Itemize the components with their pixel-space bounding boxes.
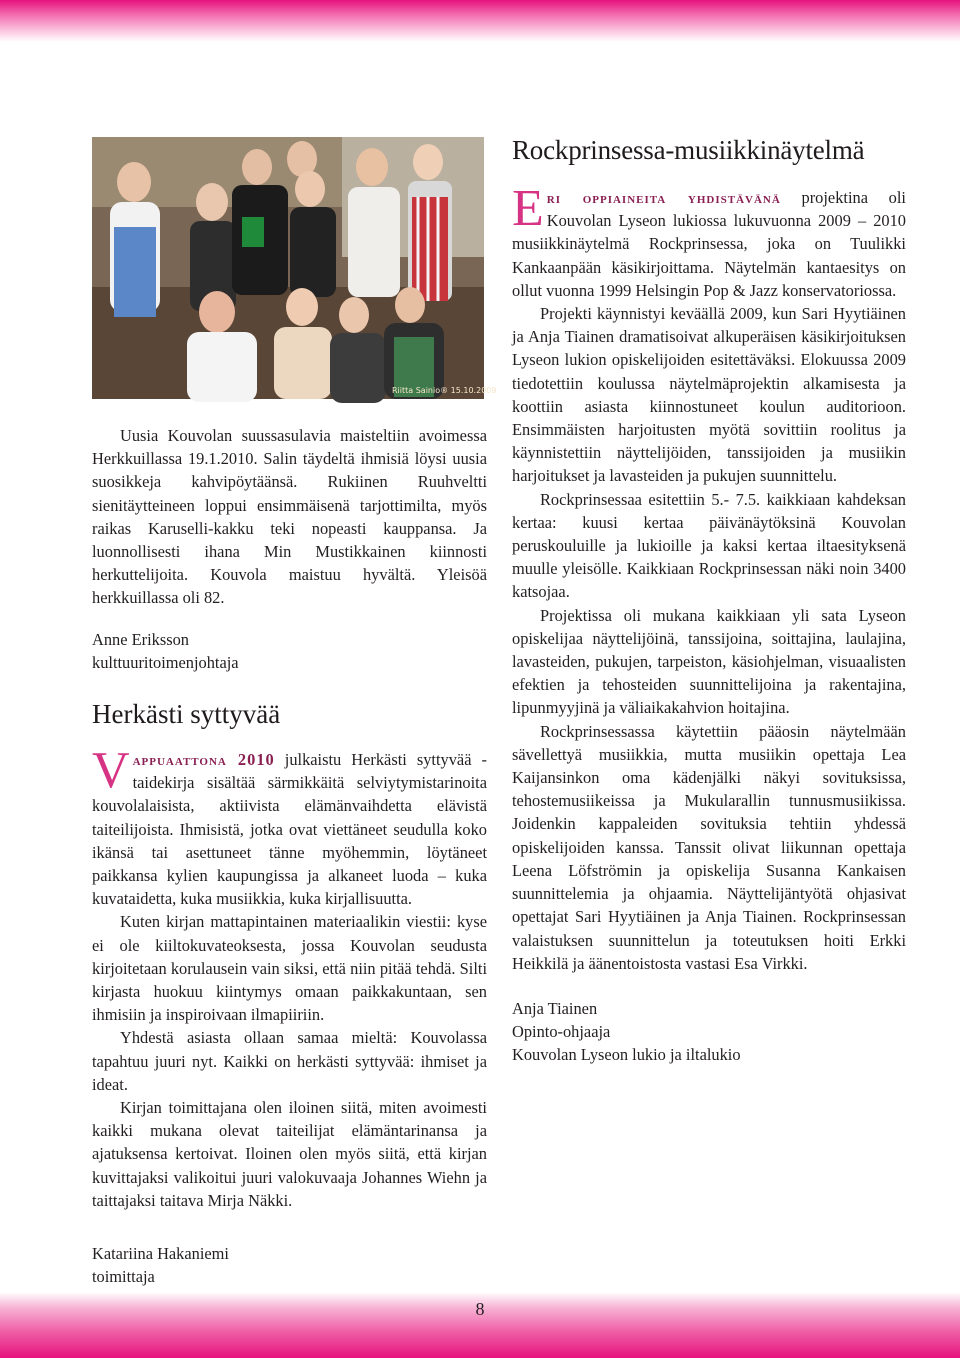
signature-title: Opinto-ohjaaja (512, 1022, 611, 1042)
right-column (512, 134, 906, 1067)
top-pink-band (0, 0, 960, 42)
paragraph-right-3: Rockprinsessaa esitettiin 5.- 7.5. kaikkiaan kahdeksan kertaa: kuusi kertaa päivänäytöksinä Kouvolan peruskouluille ja lukioille ja kaksi kertaa iltaesityksenä muulle yleisölle. Kaikkiaan Rockprinsessan näki noin 3400 katsojaa. (512, 489, 906, 602)
signature-title: kulttuuritoimenjohtaja (92, 652, 239, 672)
paragraph-left-4: Kirjan toimittajana olen iloinen siitä, miten avoimesti kaikki mukana olevat taiteilijat elämäntarinansa ja ajatuksensa kertoivat. Iloinen olen myös siitä, että kirjan kuvittajaksi valikoitui juuri valokuvaaja Johannes Wiehn ja taittajaksi taitava Mirja Näkki. (92, 1098, 487, 1210)
lead-caps-left: appuaattona 2010 (132, 750, 275, 770)
lead-caps-right: ri oppiaineita yhdistävänä (546, 188, 781, 207)
signature-katariina (92, 1242, 229, 1288)
signature-name: Katariina Hakaniemi (92, 1244, 229, 1263)
paragraph-eri-oppiaineita (512, 180, 906, 302)
group-photo (92, 137, 497, 399)
heading-herkasti: Herkästi syttyvää (92, 699, 281, 730)
paragraph-right-2: Projekti käynnistyi keväällä 2009, kun Sari Hyytiäinen ja Anja Tiainen dramatisoivat alkuperäisen käsikirjoituksen Lyseon lukion opiskelijoiden esitettäväksi. Elokuussa 2009 tiedotettiin koulussa näytelmäprojektin alkamisesta ja koottiin asiasta kiinnostuneet koulun auditorioon. Ensimmäisten harjoitusten myötä sovittiin roolitus ja käynnistettiin näyttelijöiden, tanssijoiden ja musiikin harjoitukset ja lavasteiden ja pukujen suunnittelu. (512, 304, 906, 486)
paragraph-right-4: Projektissa oli mukana kaikkiaan yli sata Lyseon opiskelijaa näyttelijöinä, tanssijoina, soittajina, laulajina, lavasteiden, pukujen, tarpeiston, käsiohjelman, visuaalisten efektien ja tehosteiden suunnittelijoina ja rakentajina, lipunmyyjinä ja väliaikakahvion hoitajina. (512, 605, 906, 718)
dropcap-e: E (512, 180, 544, 237)
paragraph-left-1-rest: julkaistu Herkästi syttyvää -taidekirja sisältää särmikkäitä selviytymistarinoita kouvolalaisista, aktiivista elämänvaihdetta elävistä taiteilijoista. Ihmisistä, jotka ovat viettäneet seudulla koko ikänsä tai asettuneet tänne myöhemmin, löytäneet paikkansa kylien kaupungissa ja alkaneet luoda – kuka kuvataidetta, kuka musiikkia, kuka kirjallisuutta. (92, 750, 487, 909)
signature-anja (512, 997, 906, 1067)
signature-name: Anne Eriksson (92, 629, 189, 649)
left-column (92, 424, 487, 1212)
paragraph-left-3: Yhdestä asiasta ollaan samaa mieltä: Kouvolassa tapahtuu juuri nyt. Kaikki on herkästi syttyvää: ihmiset ja ideat. (92, 1028, 487, 1094)
dropcap-v: V (92, 742, 130, 800)
paragraph-right-5: Rockprinsessassa käytettiin pääosin näytelmään sävellettyä musiikkia, mutta musiikin opettaja Lea Kaijansinkon oma kädenjälki näkyi sovituksissa, tehostemusiikeissa ja Mukularallin tunnusmusiikissa. Joidenkin kappaleiden sovituksia tehtiin yhdessä opiskelijoiden kanssa. Tanssit olivat liikunnan opettaja Leena Löfströmin ja opiskelija Susanna Kankaisen suunnittelemia ja ohjaamia. Näyttelijäntyötä ohjasivat opettajat Sari Hyytiäinen ja Anja Tiainen. Rockprinsessan valaistuksen suunnittelun ja toteutuksen hoiti Erkki Heikkilä ja äänentoistosta vastasi Esa Virkki. (512, 721, 906, 973)
photo-credit: Riitta Sainio® 15.10.2009 (392, 386, 497, 395)
paragraph-right-1-rest: projektina oli Kouvolan Lyseon lukiossa lukuvuonna 2009 – 2010 musiikkinäytelmä Rockprinsessa, joka on Tuulikki Kankaanpään käsikirjoittama. Näytelmän kantaesitys on ollut vuonna 1999 Helsingin Pop & Jazz konservatoriossa. (512, 188, 906, 300)
signature-title: toimittaja (92, 1267, 155, 1286)
signature-org: Kouvolan Lyseon lukio ja iltalukio (512, 1045, 741, 1065)
heading-rockprinsessa: Rockprinsessa-musiikkinäytelmä (512, 135, 865, 165)
signature-name: Anja Tiainen (512, 998, 598, 1018)
page-number: 8 (475, 1299, 485, 1319)
intro-paragraph: Uusia Kouvolan suussasulavia maisteltiin avoimessa Herkkuillassa 19.1.2010. Salin täydeltä ihmisiä löysi uusia suosikkeja kahvipöytäänsä. Rukiinen Ruuhveltti sienitäytteineen loppui ensimmäisenä tarjottimilta, myös raikas Karuselli-kakku teki nopeasti kauppansa. Ja luonnollisesti ihana Min Mustikkainen kiinnosti herkuttelijoita. Kouvola maistuu hyvältä. Yleisöä herkkuillassa oli 82. (92, 426, 487, 608)
paragraph-vappuaattona (92, 742, 487, 910)
signature-anne (92, 628, 487, 674)
group-photo-illustration (92, 137, 497, 399)
paragraph-left-2: Kuten kirjan mattapintainen materiaalikin viestii: kyse ei ole kiiltokuvateoksesta, jossa Kouvolan seudusta kirjoitetaan korulausein vain siksi, että niin pitää tehdä. Silti kirjasta huokuu kiintymys omaan paikkakuntaan, sen ihmisiin ja inspiroivaan ilmapiiriin. (92, 912, 487, 1025)
